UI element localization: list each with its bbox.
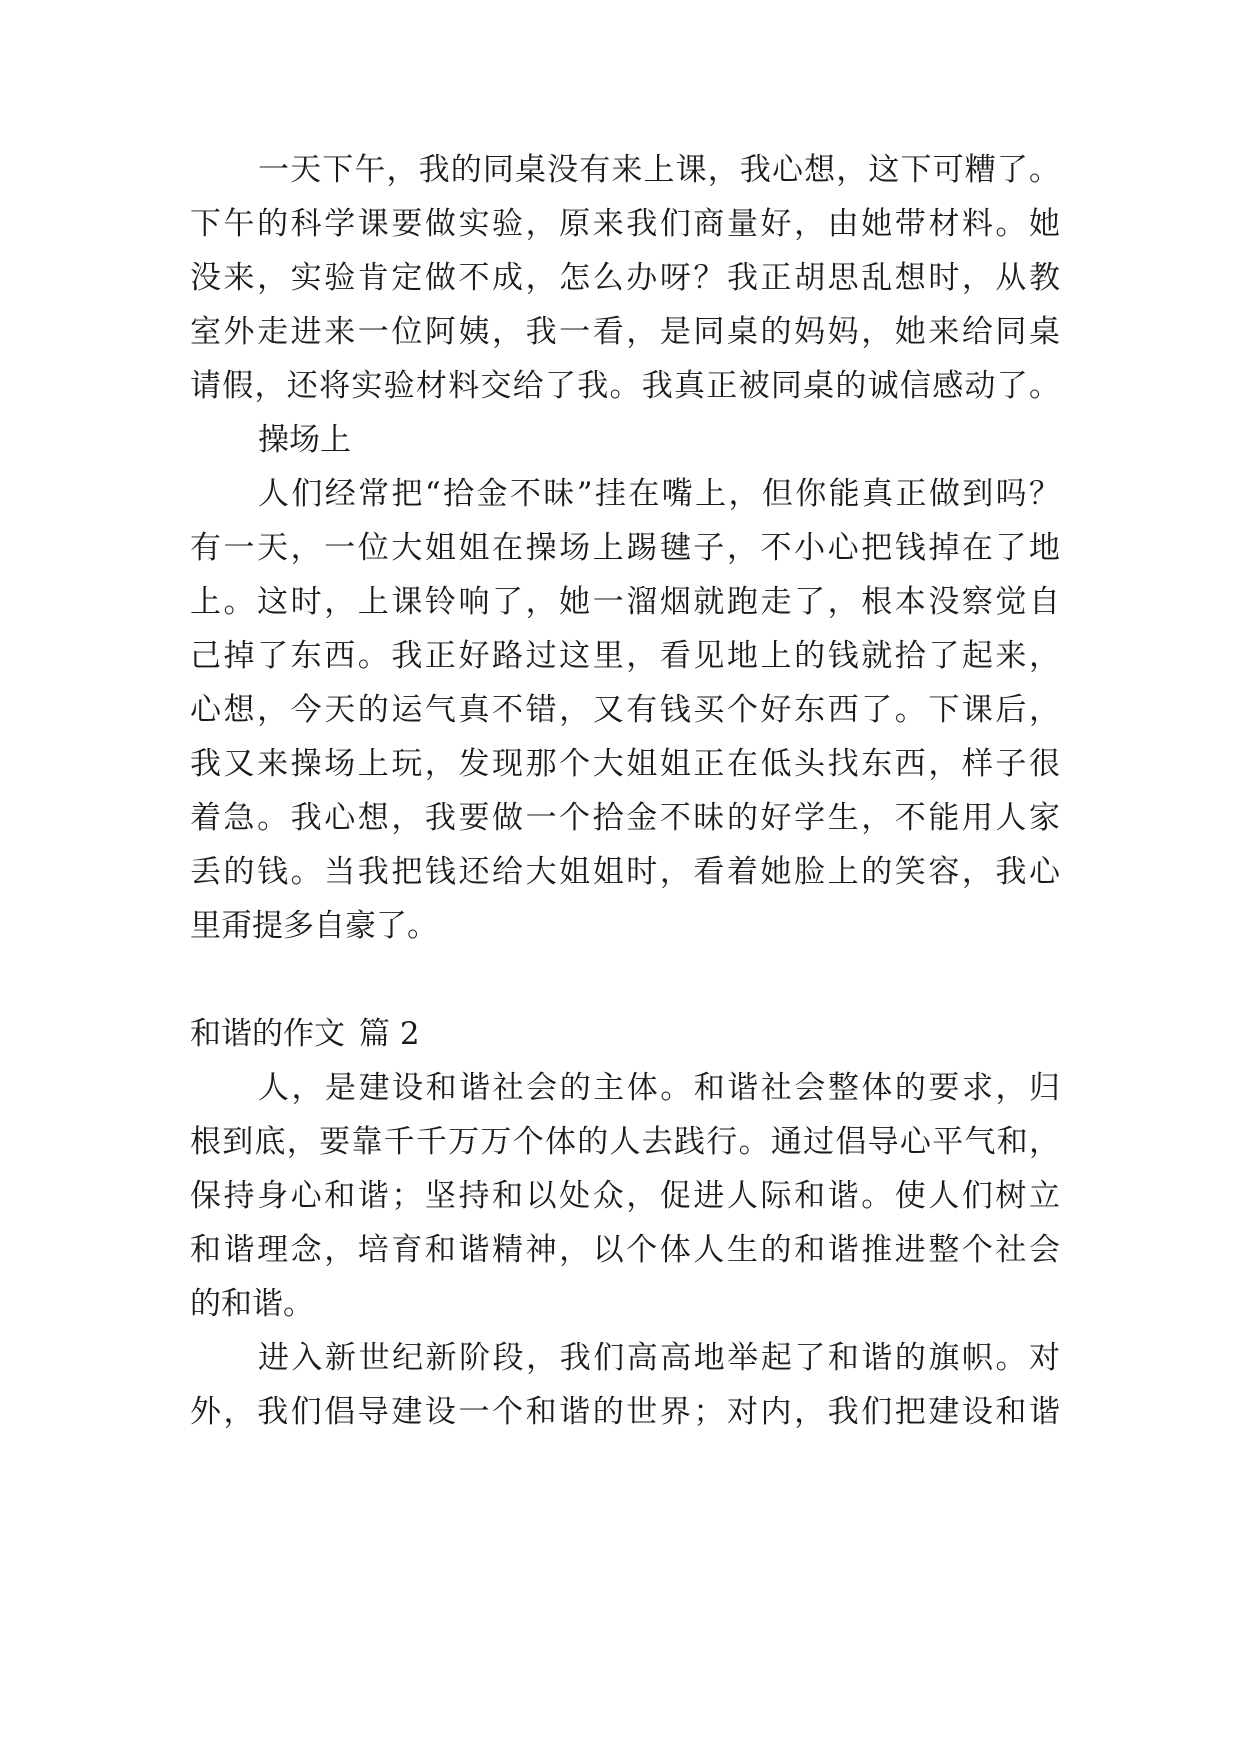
paragraph-line: 的和谐。 xyxy=(190,1286,314,1322)
paragraph-line: 保持身心和谐；坚持和以处众，促进人际和谐。使人们树立 xyxy=(190,1178,1060,1214)
section-title: 和谐的作文 xyxy=(190,1016,345,1052)
paragraph-line: 和谐理念，培育和谐精神，以个体人生的和谐推进整个社会 xyxy=(190,1232,1060,1268)
paragraph-line: 上。这时，上课铃响了，她一溜烟就跑走了，根本没察觉自 xyxy=(190,584,1060,620)
paragraph-line: 心想，今天的运气真不错，又有钱买个好东西了。下课后， xyxy=(190,692,1060,728)
paragraph-line: 人，是建设和谐社会的主体。和谐社会整体的要求，归 xyxy=(258,1070,1060,1106)
paragraph-line: 没来，实验肯定做不成，怎么办呀？我正胡思乱想时，从教 xyxy=(190,260,1060,296)
paragraph-line: 有一天，一位大姐姐在操场上踢毽子，不小心把钱掉在了地 xyxy=(190,530,1060,566)
paragraph-line: 我又来操场上玩，发现那个大姐姐正在低头找东西，样子很 xyxy=(190,746,1060,782)
paragraph-line: 根到底，要靠千千万万个体的人去践行。通过倡导心平气和， xyxy=(190,1124,1060,1160)
section-heading xyxy=(190,1014,420,1054)
subtitle: 操场上 xyxy=(258,422,351,458)
paragraph-line: 着急。我心想，我要做一个拾金不昧的好学生，不能用人家 xyxy=(190,800,1060,836)
paragraph-line: 室外走进来一位阿姨，我一看，是同桌的妈妈，她来给同桌 xyxy=(190,314,1060,350)
paragraph-line: 人们经常把“拾金不昧”挂在嘴上，但你能真正做到吗？ xyxy=(258,476,1060,512)
paragraph-line: 己掉了东西。我正好路过这里，看见地上的钱就拾了起来， xyxy=(190,638,1060,674)
paragraph-line: 里甭提多自豪了。 xyxy=(190,908,438,944)
paragraph-line: 下午的科学课要做实验，原来我们商量好，由她带材料。她 xyxy=(190,206,1060,242)
paragraph-line: 丢的钱。当我把钱还给大姐姐时，看着她脸上的笑容，我心 xyxy=(190,854,1060,890)
paragraph-line: 一天下午，我的同桌没有来上课，我心想，这下可糟了。 xyxy=(258,152,1060,188)
section-number: 篇 2 xyxy=(359,1016,420,1052)
paragraph-line: 进入新世纪新阶段，我们高高地举起了和谐的旗帜。对 xyxy=(258,1340,1060,1376)
paragraph-line: 请假，还将实验材料交给了我。我真正被同桌的诚信感动了。 xyxy=(190,368,1060,404)
paragraph-line: 外，我们倡导建设一个和谐的世界；对内，我们把建设和谐 xyxy=(190,1394,1060,1430)
